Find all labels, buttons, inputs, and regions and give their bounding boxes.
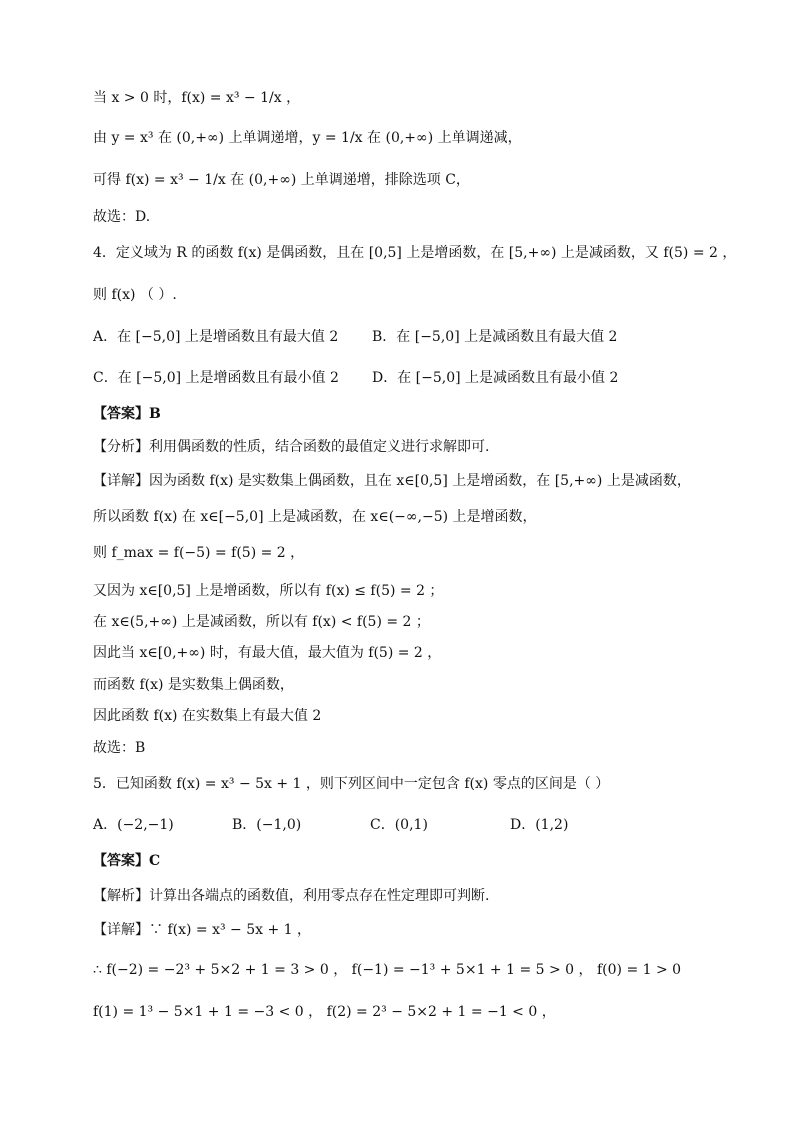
text-line: 当 x > 0 时，f(x) = x³ − 1/x ， bbox=[93, 90, 301, 106]
text-line: ∴ f(−2) = −2³ + 5×2 + 1 = 3 > 0 ， f(−1) = −1³ + 5×1 + 1 = 5 > 0 ， f(0) = 1 > 0 bbox=[93, 962, 682, 978]
text-line: 则 f_max = f(−5) = f(5) = 2 ， bbox=[93, 545, 305, 561]
text-line: 因此当 x∈[0,+∞) 时，有最大值，最大值为 f(5) = 2 ， bbox=[93, 645, 442, 661]
detail-line: 【详解】∵ f(x) = x³ − 5x + 1 ， bbox=[93, 922, 312, 938]
text-line: 故选：D. bbox=[93, 209, 151, 225]
answer-tag: 【答案】C bbox=[93, 853, 161, 869]
q5-option-a: A．(−2,−1) bbox=[93, 817, 174, 833]
text-line: f(1) = 1³ − 5×1 + 1 = −3 < 0 ， f(2) = 2³ − 5×2 + 1 = −1 < 0 ， bbox=[93, 1004, 556, 1020]
text-line: 又因为 x∈[0,5] 上是增函数，所以有 f(x) ≤ f(5) = 2 ； bbox=[93, 583, 444, 599]
q4-option-a: A．在 [−5,0] 上是增函数且有最大值 2 bbox=[93, 329, 339, 345]
detail-line: 【详解】因为函数 f(x) 是实数集上偶函数，且在 x∈[0,5] 上是增函数，在 [5,+∞) 上是减函数， bbox=[93, 473, 691, 489]
text-line: 在 x∈(5,+∞) 上是减函数，所以有 f(x) < f(5) = 2 ； bbox=[93, 614, 430, 630]
q5-option-c: C．(0,1) bbox=[370, 817, 428, 833]
answer-tag: 【答案】B bbox=[93, 406, 161, 422]
text-line: 故选：B bbox=[93, 740, 146, 756]
question-5-stem: 5．已知函数 f(x) = x³ − 5x + 1 ，则下列区间中一定包含 f(x) 零点的区间是（ ） bbox=[93, 776, 610, 792]
q5-option-b: B．(−1,0) bbox=[232, 817, 302, 833]
text-line: 因此函数 f(x) 在实数集上有最大值 2 bbox=[93, 708, 322, 724]
question-4-prompt: 则 f(x) （ ）. bbox=[93, 287, 177, 303]
q4-option-d: D．在 [−5,0] 上是减函数且有最小值 2 bbox=[372, 370, 619, 386]
question-4-stem: 4．定义域为 R 的函数 f(x) 是偶函数，且在 [0,5] 上是增函数，在 [5,+∞) 上是减函数，又 f(5) = 2 ， bbox=[93, 245, 737, 261]
text-line: 可得 f(x) = x³ − 1/x 在 (0,+∞) 上单调递增，排除选项 C， bbox=[93, 172, 470, 188]
text-line: 而函数 f(x) 是实数集上偶函数， bbox=[93, 677, 294, 693]
q4-option-c: C．在 [−5,0] 上是增函数且有最小值 2 bbox=[93, 370, 339, 386]
analysis-line: 【解析】计算出各端点的函数值，利用零点存在性定理即可判断. bbox=[93, 888, 490, 904]
text-line: 由 y = x³ 在 (0,+∞) 上单调递增，y = 1/x 在 (0,+∞) 上单调递减， bbox=[93, 130, 522, 146]
q4-option-b: B．在 [−5,0] 上是减函数且有最大值 2 bbox=[372, 329, 618, 345]
text-line: 所以函数 f(x) 在 x∈[−5,0] 上是减函数，在 x∈(−∞,−5) 上是增函数， bbox=[93, 509, 537, 525]
q5-option-d: D．(1,2) bbox=[510, 817, 569, 833]
analysis-line: 【分析】利用偶函数的性质，结合函数的最值定义进行求解即可. bbox=[93, 439, 490, 455]
